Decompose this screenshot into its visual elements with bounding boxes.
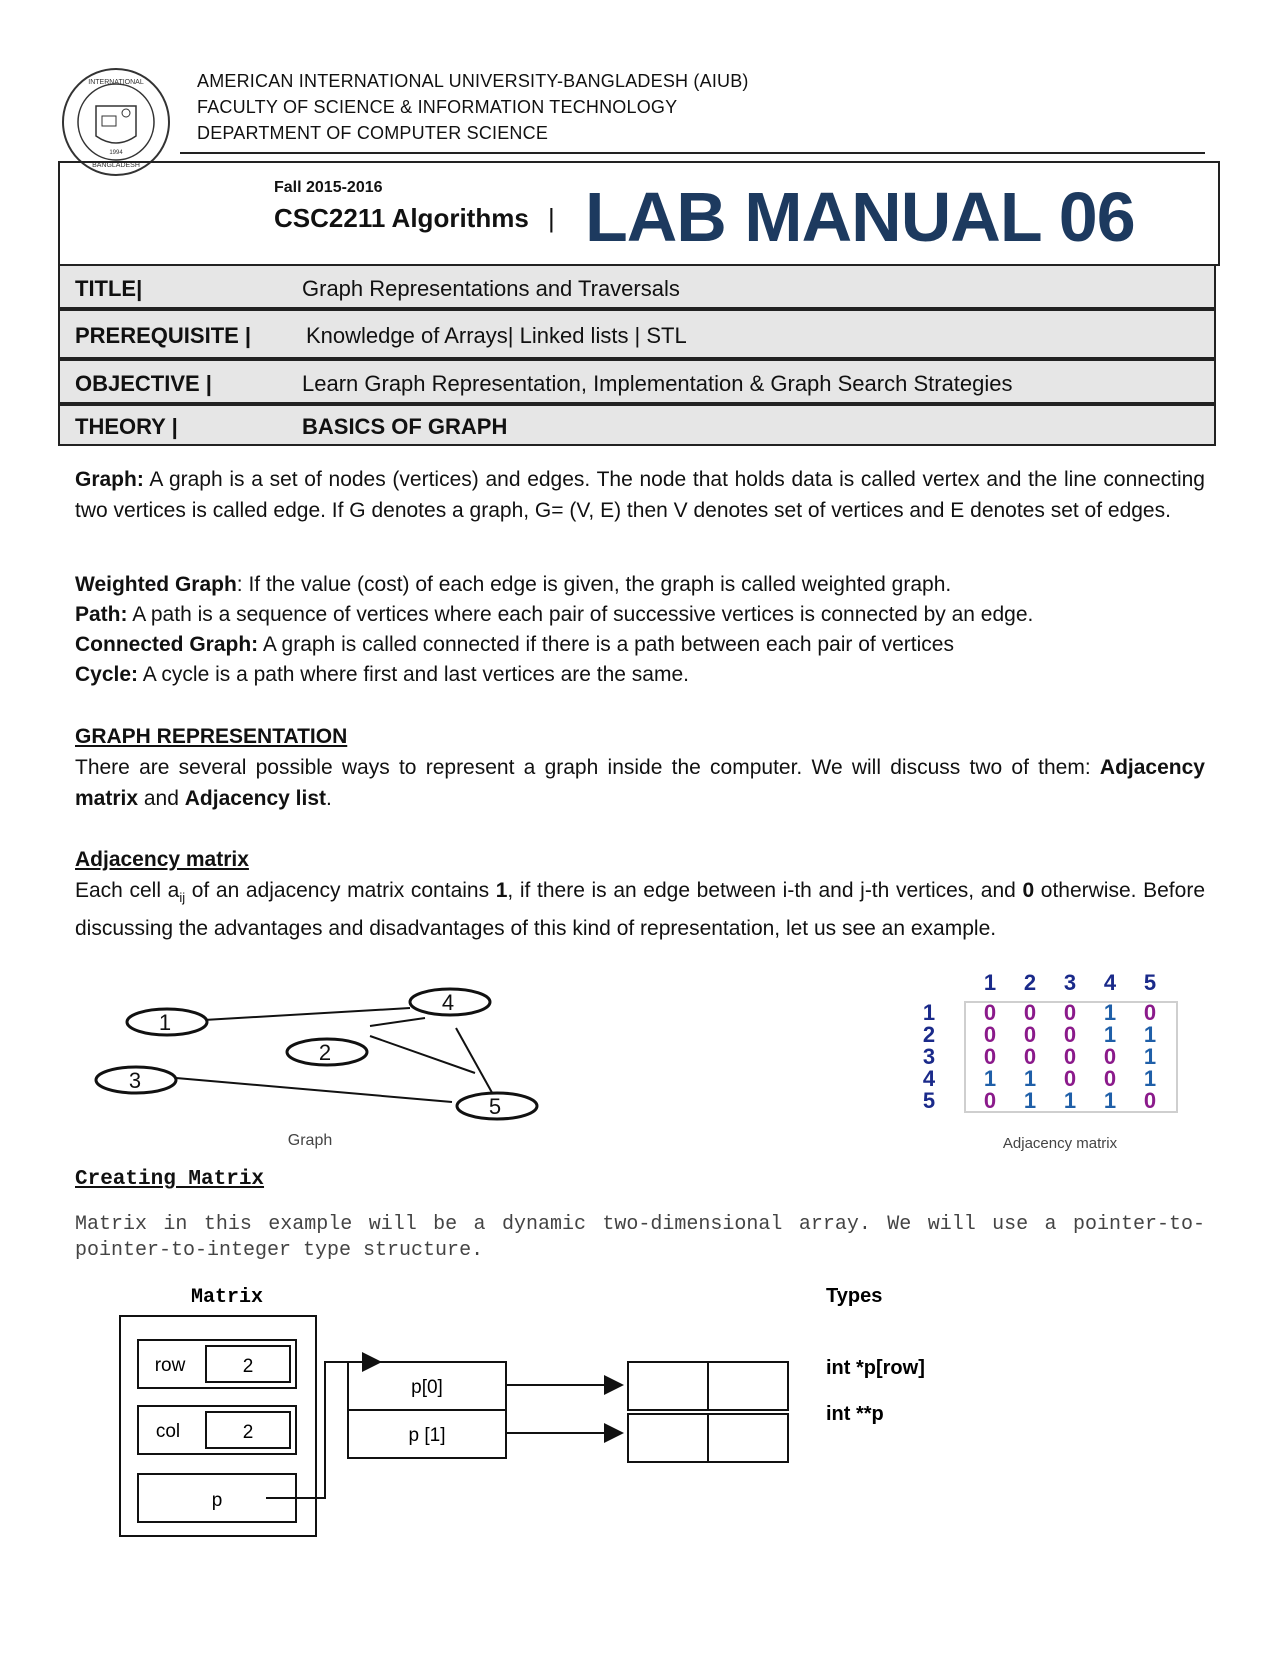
info-value: Graph Representations and Traversals	[302, 276, 680, 301]
banner-separator: |	[548, 203, 555, 233]
matrix-cell: 1	[1063, 1088, 1077, 1113]
pointer-structure-diagram	[110, 1280, 930, 1550]
matrix-cell: 1	[983, 1066, 997, 1091]
info-value: BASICS OF GRAPH	[302, 414, 508, 439]
info-row-prerequisite	[58, 309, 1216, 359]
matrix-cell: 0	[1063, 1044, 1077, 1069]
matrix-caption: Adjacency matrix	[1002, 1135, 1118, 1152]
row-label: row	[154, 1355, 186, 1376]
matrix-cell: 1	[1023, 1066, 1037, 1091]
type-2: int **p	[826, 1403, 884, 1425]
creating-matrix-heading: Creating Matrix	[75, 1168, 265, 1191]
cycle-definition: Cycle: A cycle is a path where first and last vertices are the same.	[75, 663, 689, 686]
header-rule	[180, 152, 1205, 154]
course-title: CSC2211 Algorithms	[274, 203, 529, 233]
p1-label: p [1]	[408, 1425, 446, 1446]
col-label: col	[155, 1421, 181, 1442]
node-label: 3	[128, 1068, 142, 1093]
matrix-cell: 0	[1143, 1088, 1157, 1113]
svg-text:INTERNATIONAL: INTERNATIONAL	[88, 79, 144, 86]
matrix-cell: 0	[1063, 1022, 1077, 1047]
matrix-cell: 0	[983, 1022, 997, 1047]
creating-matrix-text: Matrix in this example will be a dynamic two-dimensional array. We will use a pointer-to-pointer-to-integer type structure.	[75, 1213, 1205, 1262]
graph-caption: Graph	[287, 1132, 333, 1149]
banner-box	[58, 161, 1220, 266]
matrix-cell: 1	[1143, 1066, 1157, 1091]
node-label: 1	[158, 1010, 172, 1035]
matrix-cell: 1	[1143, 1044, 1157, 1069]
node-label: 2	[318, 1040, 332, 1065]
term-label: Fall 2015-2016	[274, 179, 383, 196]
matrix-cell: 0	[1063, 1000, 1077, 1025]
p-label: p	[211, 1490, 223, 1511]
type-1: int *p[row]	[826, 1357, 925, 1379]
term: Graph:	[75, 468, 144, 491]
adjacency-matrix-paragraph: Each cell $a_{ij}$ of an adjacency matrix contains 1, if there is an edge between i-th and j-th vertices, and 0 otherwise. Before discussing the advantages and disadvantages of this kind of representation, let us see an example.	[75, 879, 1205, 941]
department-name: DEPARTMENT OF COMPUTER SCIENCE	[197, 123, 549, 143]
connected-graph-definition: Connected Graph: A graph is called connected if there is a path between each pair of vertices	[75, 633, 954, 656]
info-row-theory	[58, 404, 1216, 446]
node-label: 4	[441, 990, 455, 1015]
edge-3-5	[176, 1078, 452, 1102]
info-key: TITLE|	[75, 276, 143, 301]
matrix-cell: 1	[1143, 1022, 1157, 1047]
info-value: Knowledge of Arrays| Linked lists | STL	[306, 323, 687, 348]
matrix-row-header: 4	[922, 1066, 936, 1091]
matrix-cell: 0	[1103, 1044, 1117, 1069]
types-label: Types	[826, 1285, 883, 1307]
info-row-title	[58, 264, 1216, 309]
matrix-row-header: 5	[922, 1088, 936, 1113]
info-key: OBJECTIVE |	[75, 371, 212, 396]
row-value: 2	[242, 1356, 254, 1377]
faculty-name: FACULTY OF SCIENCE & INFORMATION TECHNOLOGY	[197, 97, 678, 117]
svg-text:BANGLADESH: BANGLADESH	[92, 162, 140, 169]
graph-figure	[80, 980, 560, 1150]
representation-intro: There are several possible ways to represent a graph inside the computer. We will discuss two of them: Adjacency matrix and Adjacency list.	[75, 756, 1205, 810]
matrix-row-header: 3	[922, 1044, 936, 1069]
matrix-cell: 1	[1103, 1022, 1117, 1047]
matrix-row-header: 2	[922, 1022, 936, 1047]
matrix-col-header: 5	[1143, 970, 1157, 995]
info-key: THEORY |	[75, 414, 178, 439]
matrix-col-header: 1	[983, 970, 997, 995]
matrix-cell: 0	[1023, 1000, 1037, 1025]
matrix-cell: 0	[983, 1044, 997, 1069]
matrix-cell: 0	[1143, 1000, 1157, 1025]
university-name: AMERICAN INTERNATIONAL UNIVERSITY-BANGLADESH (AIUB)	[197, 71, 749, 91]
node-label: 5	[488, 1094, 502, 1119]
svg-text:1994: 1994	[109, 150, 123, 156]
p0-label: p[0]	[411, 1377, 443, 1398]
matrix-cell: 0	[1103, 1066, 1117, 1091]
graph-definition: Graph: A graph is a set of nodes (vertices) and edges. The node that holds data is called vertex and the line connecting two vertices is called edge. If G denotes a graph, G= (V, E) then V denotes set of vertices and E denotes set of edges.	[75, 468, 1205, 522]
edge-1-4	[204, 1008, 410, 1020]
info-row-objective	[58, 359, 1216, 404]
matrix-col-header: 4	[1103, 970, 1117, 995]
matrix-cell: 0	[983, 1088, 997, 1113]
adjacency-matrix-heading: Adjacency matrix	[75, 848, 249, 871]
lab-manual-title: LAB MANUAL 06	[585, 178, 1135, 256]
info-key: PREREQUISITE |	[75, 323, 252, 348]
matrix-row-header: 1	[922, 1000, 936, 1025]
info-value: Learn Graph Representation, Implementation & Graph Search Strategies	[302, 371, 1013, 396]
edge-4-5	[456, 1028, 495, 1098]
graph-representation-heading: GRAPH REPRESENTATION	[75, 725, 348, 748]
matrix-cell: 1	[1103, 1000, 1117, 1025]
matrix-cell: 0	[983, 1000, 997, 1025]
edge-2-5	[370, 1036, 475, 1073]
weighted-graph-definition: Weighted Graph: If the value (cost) of each edge is given, the graph is called weighted graph.	[75, 573, 952, 596]
matrix-cell: 0	[1063, 1066, 1077, 1091]
matrix-cell: 0	[1023, 1022, 1037, 1047]
matrix-cell: 1	[1023, 1088, 1037, 1113]
edge-2-4	[370, 1018, 425, 1026]
col-value: 2	[242, 1422, 254, 1443]
adjacency-matrix-figure	[905, 970, 1205, 1155]
matrix-label: Matrix	[190, 1286, 264, 1309]
path-definition: Path: A path is a sequence of vertices where each pair of successive vertices is connected by an edge.	[75, 603, 1034, 626]
matrix-cell: 0	[1023, 1044, 1037, 1069]
matrix-cell: 1	[1103, 1088, 1117, 1113]
matrix-col-header: 2	[1023, 970, 1037, 995]
matrix-col-header: 3	[1063, 970, 1077, 995]
